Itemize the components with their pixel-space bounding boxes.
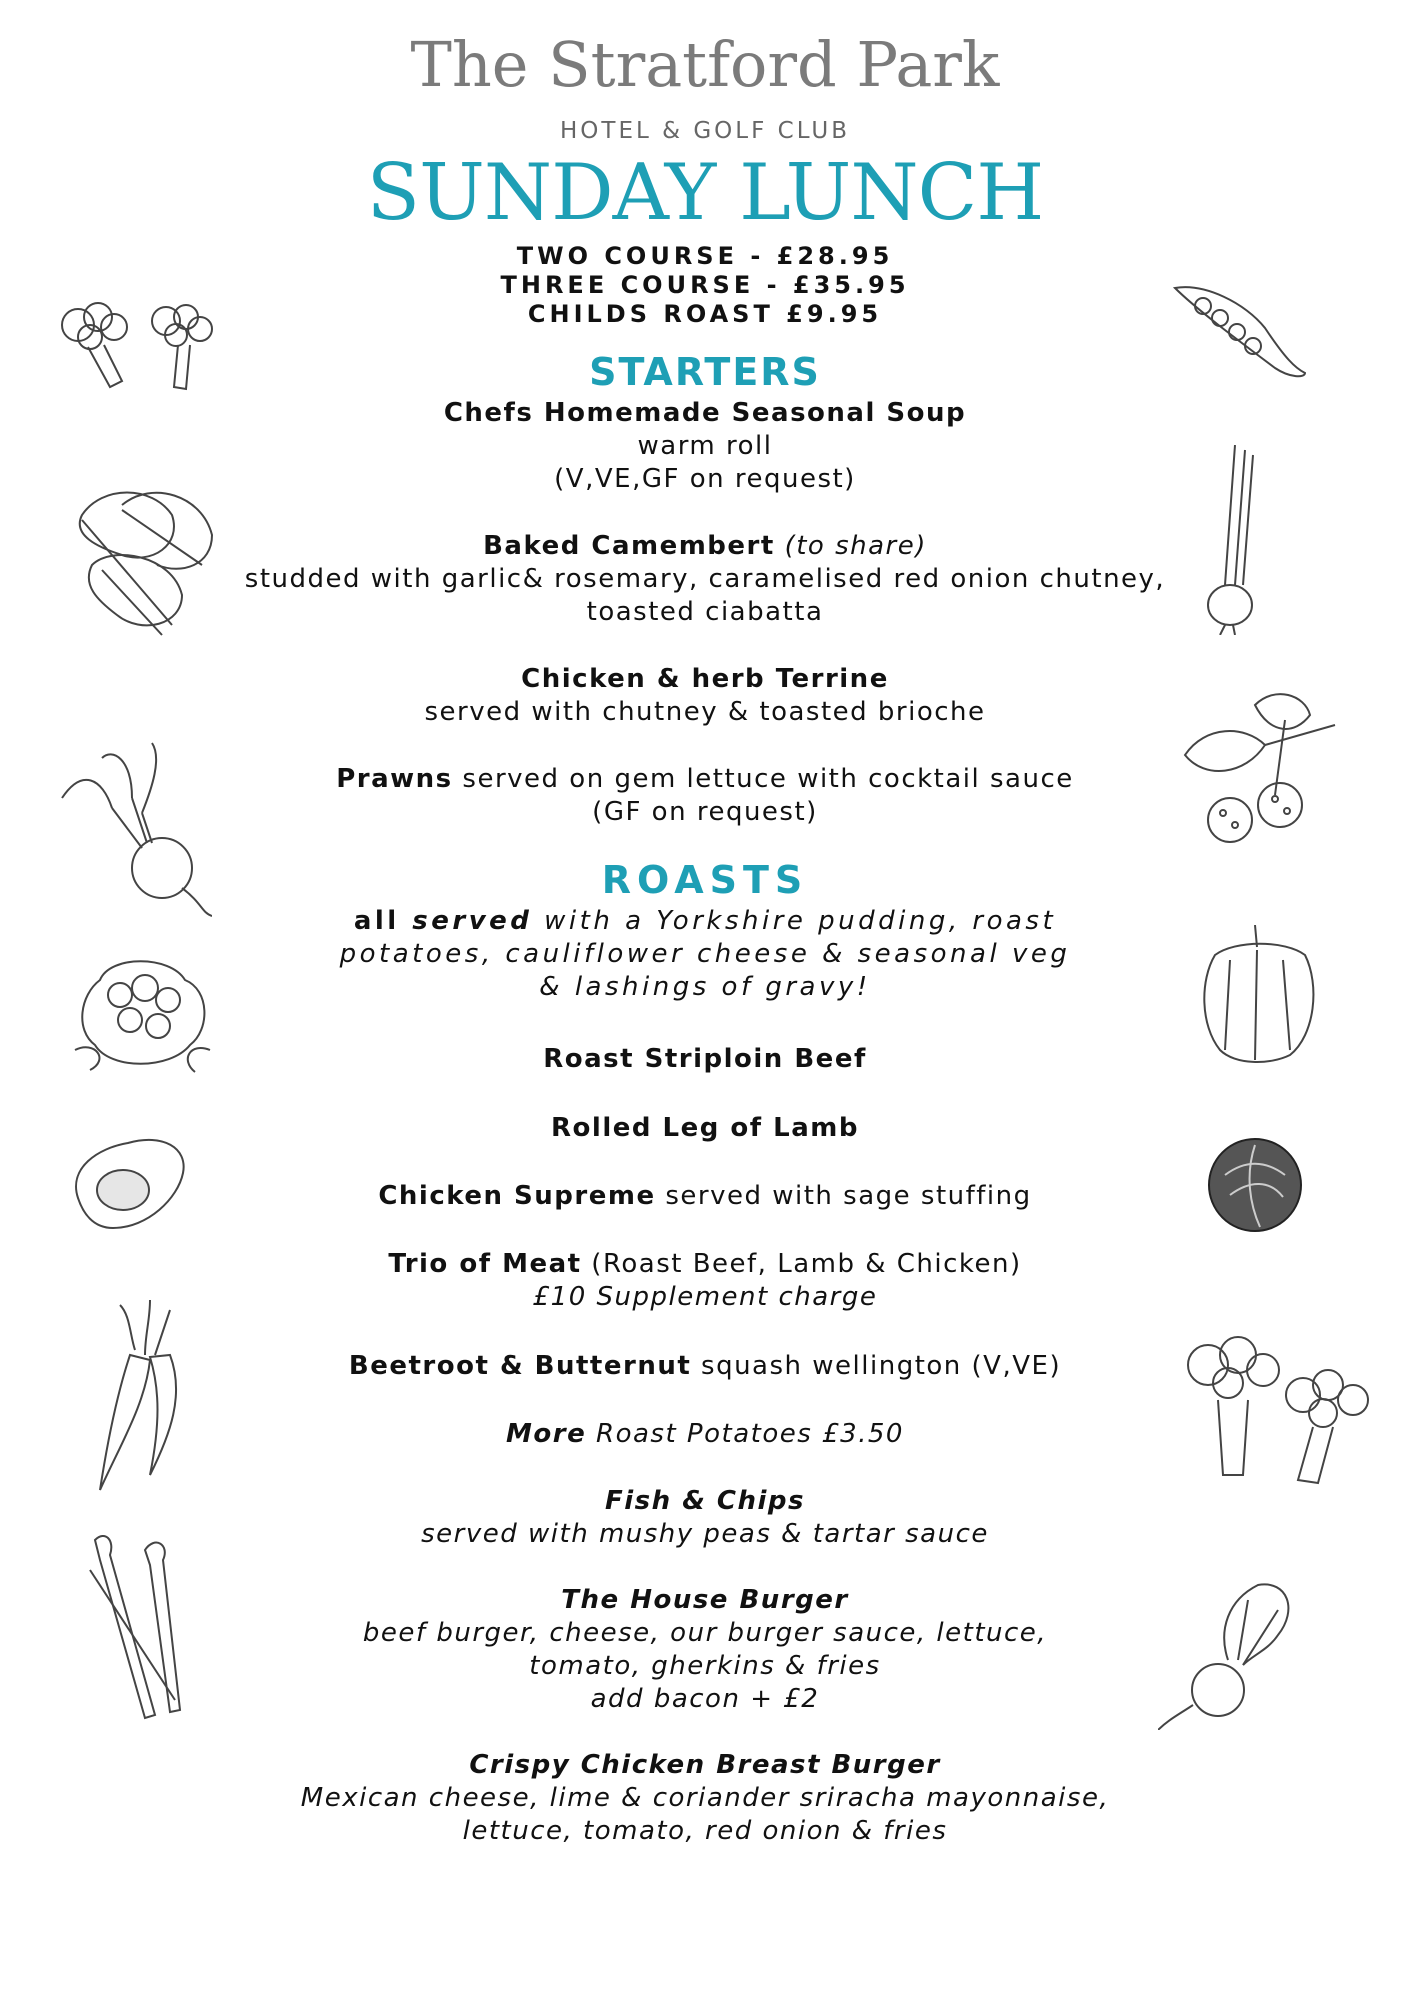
soup-note: (V,VE,GF on request) (554, 464, 856, 494)
cabbage-icon (1205, 1135, 1305, 1235)
trio-desc: (Roast Beef, Lamb & Chicken) (581, 1249, 1022, 1279)
roast-lamb: Rolled Leg of Lamb (551, 1113, 859, 1143)
starters-heading: STARTERS (589, 350, 821, 394)
chicken-name: Chicken Supreme (378, 1181, 656, 1211)
camembert-name: Baked Camembert (483, 531, 775, 561)
fish-name: Fish & Chips (604, 1486, 806, 1516)
trio-note: £10 Supplement charge (532, 1282, 878, 1312)
broccoli-icon (48, 295, 218, 395)
burger-desc-3: add bacon + £2 (590, 1684, 820, 1714)
raspberry-icon (1175, 685, 1340, 855)
camembert-desc-2: toasted ciabatta (586, 597, 824, 627)
more-desc: Roast Potatoes £3.50 (586, 1419, 904, 1449)
avocado-icon (68, 1128, 188, 1233)
price-childs-roast: CHILDS ROAST £9.95 (527, 300, 883, 328)
roasts-intro-rest: with a Yorkshire pudding, roast (532, 906, 1057, 936)
crispy-desc-2: lettuce, tomato, red onion & fries (462, 1816, 948, 1846)
pepper-icon (1195, 925, 1320, 1065)
wellington-name: Beetroot & Butternut (348, 1351, 692, 1381)
prawns-note: (GF on request) (592, 797, 818, 827)
roasts-intro-all: all (353, 906, 413, 936)
price-three-course: THREE COURSE - £35.95 (500, 271, 910, 299)
roasts-intro-served: served (412, 906, 533, 936)
camembert-desc-1: studded with garlic& rosemary, caramelised red onion chutney, (244, 564, 1166, 594)
terrine-name: Chicken & herb Terrine (521, 664, 889, 694)
roasts-intro-2: potatoes, cauliflower cheese & seasonal veg (339, 939, 1071, 969)
spring-onion-icon (1195, 445, 1275, 635)
burger-desc-1: beef burger, cheese, our burger sauce, lettuce, (362, 1618, 1048, 1648)
menu-title: SUNDAY LUNCH (366, 148, 1044, 238)
price-two-course: TWO COURSE - £28.95 (516, 242, 894, 270)
chicken-line (0, 1180, 1410, 1213)
burger-desc-2: tomato, gherkins & fries (529, 1651, 881, 1681)
spinach-icon (62, 475, 222, 645)
parsnip-icon (90, 1295, 200, 1495)
more-label: More (506, 1419, 587, 1449)
crispy-desc-1: Mexican cheese, lime & coriander sriracha mayonnaise, (300, 1783, 1110, 1813)
wellington-desc: squash wellington (V,VE) (691, 1351, 1062, 1381)
chicken-desc: served with sage stuffing (655, 1181, 1032, 1211)
peapod-icon (1165, 278, 1310, 388)
prawns-name: Prawns (336, 764, 453, 794)
soup-desc: warm roll (637, 431, 773, 461)
trio-line (0, 1248, 1410, 1281)
roasts-heading: ROASTS (601, 858, 809, 902)
crispy-name: Crispy Chicken Breast Burger (469, 1750, 941, 1780)
burger-name: The House Burger (561, 1585, 849, 1615)
beetroot-icon (52, 738, 212, 918)
roast-beef: Roast Striploin Beef (543, 1044, 867, 1074)
broccoli-right-icon (1178, 1335, 1378, 1485)
cauliflower-icon (70, 950, 215, 1075)
beetroot-right-icon (1158, 1580, 1308, 1730)
asparagus-icon (85, 1530, 215, 1720)
soup-name: Chefs Homemade Seasonal Soup (443, 398, 967, 428)
camembert-note: (to share) (784, 531, 927, 561)
brand-subtitle: HOTEL & GOLF CLUB (560, 118, 850, 144)
brand-name: The Stratford Park (410, 28, 1000, 101)
terrine-desc: served with chutney & toasted brioche (424, 697, 986, 727)
roasts-intro-3: & lashings of gravy! (539, 972, 871, 1002)
fish-desc: served with mushy peas & tartar sauce (421, 1519, 989, 1549)
trio-name: Trio of Meat (388, 1249, 582, 1279)
prawns-desc: served on gem lettuce with cocktail sauce (452, 764, 1074, 794)
